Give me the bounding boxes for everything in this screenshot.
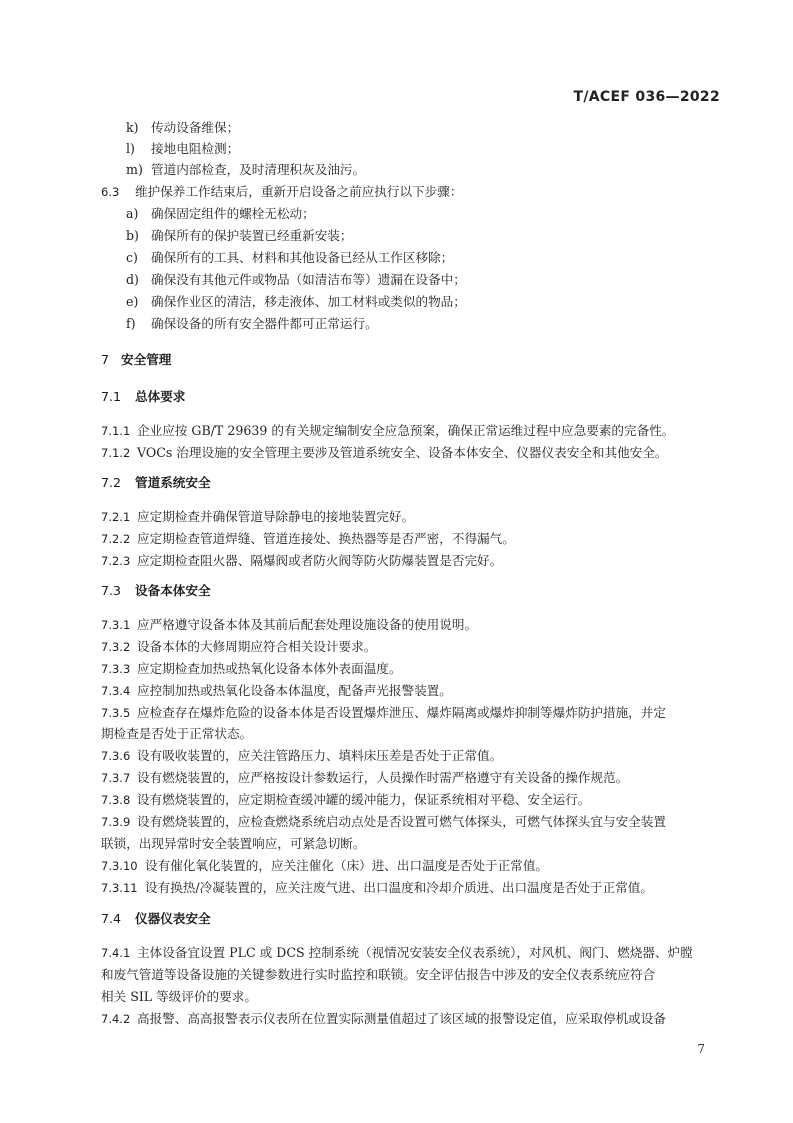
clause-number: 7.2.2 [101, 532, 131, 546]
clause-text: 维护保养工作结束后，重新开启设备之前应执行以下步骤： [135, 184, 463, 199]
list-item-text: 管道内部检查，及时清理积灰及油污。 [151, 162, 366, 177]
list-item [126, 141, 239, 157]
list-item-text: 确保作业区的清洁，移走液体、加工材料或类似的物品； [151, 294, 466, 309]
clause-text: 设有催化氧化装置的，应关注催化（床）进、出口温度是否处于正常值。 [145, 858, 548, 873]
list-item-text: 确保所有的工具、材料和其他设备已经从工作区移除； [151, 250, 454, 265]
list-item [126, 294, 466, 310]
page-number: 7 [697, 1042, 705, 1056]
clause-number: 7.3.8 [101, 793, 131, 807]
clause-number: 7.3.10 [101, 859, 138, 873]
clause-number: 7.3.2 [101, 640, 131, 654]
subsection-heading-7-2 [101, 475, 211, 491]
clause-7-3-5 [101, 705, 666, 721]
clause-text: 设有吸收装置的，应关注管路压力、填料床压差是否处于正常值。 [137, 748, 503, 763]
list-item-label: f) [126, 316, 136, 331]
list-item-text: 确保没有其他元件或物品（如清洁布等）遗漏在设备中； [151, 272, 466, 287]
clause-number: 7.1.2 [101, 446, 131, 460]
clause-number: 7.3.6 [101, 749, 131, 763]
list-item-label: c) [126, 250, 138, 265]
clause-7-3-6 [101, 748, 502, 764]
clause-continuation: 相关 SIL 等级评价的要求。 [101, 989, 257, 1004]
clause-7-1-1 [101, 423, 674, 439]
clause-number: 7.1.1 [101, 424, 131, 438]
clause-7-3-1 [101, 617, 477, 633]
list-item [126, 272, 466, 288]
clause-7-2-1 [101, 509, 414, 525]
list-item [126, 250, 453, 266]
clause-continuation: 期检查是否处于正常状态。 [101, 726, 253, 741]
clause-continuation: 和废气管道等设备设施的关键参数进行实时监控和联锁。安全评估报告中涉及的安全仪表系统应符合 [101, 967, 656, 982]
clause-text: 应严格遵守设备本体及其前后配套处理设施设备的使用说明。 [137, 617, 478, 632]
clause-text: 企业应按 GB/T 29639 的有关规定编制安全应急预案，确保正常运维过程中应急要素的完备性。 [137, 423, 675, 438]
section-heading-7 [101, 352, 171, 368]
list-item-text: 确保所有的保护装置已经重新安装； [151, 228, 353, 243]
subsection-number: 7.4 [101, 911, 122, 926]
clause-number: 7.3.5 [101, 706, 131, 720]
list-item [126, 120, 239, 136]
list-item-label: b) [126, 228, 139, 243]
clause-7-1-2 [101, 445, 667, 461]
subsection-title: 仪器仪表安全 [135, 911, 211, 926]
clause-text: 应定期检查阻火器、隔爆阀或者防火阀等防火防爆装置是否完好。 [137, 553, 503, 568]
section-title: 安全管理 [121, 352, 172, 367]
clause-7-3-3 [101, 661, 401, 677]
clause-number: 6.3 [101, 185, 120, 199]
clause-text: 应定期检查管道焊缝、管道连接处、换热器等是否严密，不得漏气。 [137, 531, 515, 546]
subsection-number: 7.3 [101, 583, 122, 598]
list-item-label: a) [126, 206, 139, 221]
list-item-text: 传动设备维保； [151, 120, 240, 135]
subsection-heading-7-4 [101, 911, 211, 927]
list-item-label: k) [126, 120, 139, 135]
clause-text: 高报警、高高报警表示仪表所在位置实际测量值超过了该区域的报警设定值，应采取停机或设备 [137, 1011, 666, 1026]
clause-number: 7.4.1 [101, 946, 131, 960]
clause-7-4-1 [101, 945, 693, 961]
clause-7-3-7 [101, 770, 628, 786]
subsection-title: 总体要求 [135, 389, 186, 404]
clause-continuation: 联锁，出现异常时安全装置响应，可紧急切断。 [101, 836, 366, 851]
clause-number: 7.3.4 [101, 684, 131, 698]
list-item-text: 确保设备的所有安全器件都可正常运行。 [151, 316, 378, 331]
clause-text: VOCs 治理设施的安全管理主要涉及管道系统安全、设备本体安全、仪器仪表安全和其他安全。 [137, 445, 668, 460]
clause-text: 应检查存在爆炸危险的设备本体是否设置爆炸泄压、爆炸隔离或爆炸抑制等爆炸防护措施，并定 [137, 705, 666, 720]
clause-text: 应定期检查加热或热氧化设备本体外表面温度。 [137, 661, 402, 676]
subsection-title: 管道系统安全 [135, 475, 211, 490]
clause-number: 7.3.9 [101, 815, 131, 829]
subsection-heading-7-3 [101, 583, 211, 599]
subsection-number: 7.1 [101, 389, 122, 404]
section-number: 7 [101, 352, 110, 367]
clause-6-3 [101, 184, 462, 200]
list-item [126, 316, 378, 332]
clause-7-4-2 [101, 1011, 666, 1027]
clause-7-3-2 [101, 639, 376, 655]
list-item-text: 接地电阻检测； [151, 141, 240, 156]
clause-7-3-9 [101, 814, 666, 830]
clause-number: 7.3.3 [101, 662, 131, 676]
clause-text: 应定期检查并确保管道导除静电的接地装置完好。 [137, 509, 415, 524]
clause-text: 主体设备宜设置 PLC 或 DCS 控制系统（视情况安装安全仪表系统），对风机、阀门、燃烧器、炉膛 [137, 945, 693, 960]
clause-text: 设备本体的大修周期应符合相关设计要求。 [137, 639, 377, 654]
clause-number: 7.4.2 [101, 1012, 131, 1026]
list-item-label: d) [126, 272, 139, 287]
subsection-number: 7.2 [101, 475, 122, 490]
clause-text: 设有燃烧装置的，应检查燃烧系统启动点处是否设置可燃气体探头，可燃气体探头宜与安全装置 [137, 814, 666, 829]
list-item-text: 确保固定组件的螺栓无松动； [151, 206, 315, 221]
list-item-label: l) [126, 141, 135, 156]
clause-7-2-3 [101, 553, 502, 569]
clause-number: 7.3.7 [101, 771, 131, 785]
subsection-heading-7-1 [101, 389, 185, 405]
clause-7-3-11 [101, 880, 653, 896]
clause-number: 7.2.1 [101, 510, 131, 524]
clause-text: 设有燃烧装置的，应严格按设计参数运行，人员操作时需严格遵守有关设备的操作规范。 [137, 770, 629, 785]
clause-7-3-8 [101, 792, 590, 808]
clause-7-2-2 [101, 531, 515, 547]
clause-text: 应控制加热或热氧化设备本体温度，配备声光报警装置。 [137, 683, 452, 698]
document-code: T/ACEF 036—2022 [573, 89, 720, 105]
clause-text: 设有换热/冷凝装置的，应关注废气进、出口温度和冷却介质进、出口温度是否处于正常值。 [145, 880, 653, 895]
list-item-label: e) [126, 294, 139, 309]
list-item [126, 228, 353, 244]
list-item [126, 206, 315, 222]
clause-7-3-4 [101, 683, 452, 699]
clause-text: 设有燃烧装置的，应定期检查缓冲罐的缓冲能力，保证系统相对平稳、安全运行。 [137, 792, 591, 807]
list-item-label: m) [126, 162, 143, 177]
clause-7-3-10 [101, 858, 548, 874]
list-item [126, 162, 365, 178]
clause-number: 7.2.3 [101, 554, 131, 568]
clause-number: 7.3.11 [101, 881, 138, 895]
clause-number: 7.3.1 [101, 618, 131, 632]
subsection-title: 设备本体安全 [135, 583, 211, 598]
